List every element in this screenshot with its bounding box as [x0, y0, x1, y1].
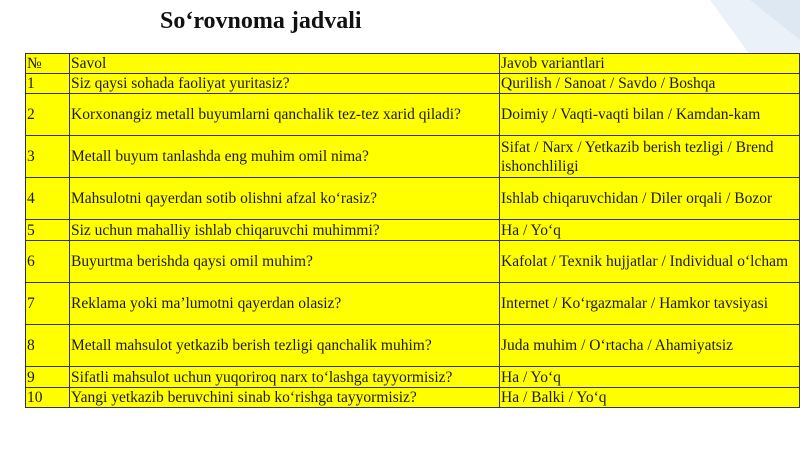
row-question: Yangi yetkazib beruvchini sinab ko‘rishga tayyormisiz? — [70, 388, 500, 408]
row-answers: Ishlab chiqaruvchidan / Diler orqali / Bozor — [500, 178, 800, 220]
survey-table — [25, 53, 800, 408]
table-row — [26, 220, 800, 241]
table-row — [26, 325, 800, 367]
row-question: Buyurtma berishda qaysi omil muhim? — [70, 241, 500, 283]
row-number: 4 — [26, 178, 70, 220]
table-row — [26, 178, 800, 220]
row-question: Metall mahsulot yetkazib berish tezligi qanchalik muhim? — [70, 325, 500, 367]
row-number: 6 — [26, 241, 70, 283]
row-answers: Ha / Balki / Yo‘q — [500, 388, 800, 408]
table-row — [26, 136, 800, 178]
header-answers: Javob variantlari — [500, 54, 800, 74]
row-answers: Doimiy / Vaqti-vaqti bilan / Kamdan-kam — [500, 94, 800, 136]
table-row — [26, 283, 800, 325]
page-title: So‘rovnoma jadvali — [160, 8, 362, 34]
row-number: 5 — [26, 220, 70, 241]
table-row — [26, 367, 800, 388]
row-question: Mahsulotni qayerdan sotib olishni afzal ko‘rasiz? — [70, 178, 500, 220]
row-number: 3 — [26, 136, 70, 178]
corner-decoration — [640, 0, 800, 55]
row-answers: Sifat / Narx / Yetkazib berish tezligi / Brend ishonchliligi — [500, 136, 800, 178]
row-number: 9 — [26, 367, 70, 388]
row-question: Siz qaysi sohada faoliyat yuritasiz? — [70, 74, 500, 94]
row-number: 8 — [26, 325, 70, 367]
table-row — [26, 388, 800, 408]
row-answers: Qurilish / Sanoat / Savdo / Boshqa — [500, 74, 800, 94]
row-number: 7 — [26, 283, 70, 325]
table-row — [26, 241, 800, 283]
row-question: Metall buyum tanlashda eng muhim omil nima? — [70, 136, 500, 178]
row-answers: Ha / Yo‘q — [500, 220, 800, 241]
row-answers: Kafolat / Texnik hujjatlar / Individual o‘lcham — [500, 241, 800, 283]
table-header-row — [26, 54, 800, 74]
row-answers: Juda muhim / O‘rtacha / Ahamiyatsiz — [500, 325, 800, 367]
row-question: Reklama yoki ma’lumotni qayerdan olasiz? — [70, 283, 500, 325]
row-question: Siz uchun mahalliy ishlab chiqaruvchi muhimmi? — [70, 220, 500, 241]
row-number: 1 — [26, 74, 70, 94]
row-answers: Ha / Yo‘q — [500, 367, 800, 388]
table-row — [26, 94, 800, 136]
header-number: № — [26, 54, 70, 74]
header-question: Savol — [70, 54, 500, 74]
table-row — [26, 74, 800, 94]
row-question: Korxonangiz metall buyumlarni qanchalik tez-tez xarid qiladi? — [70, 94, 500, 136]
row-number: 10 — [26, 388, 70, 408]
row-question: Sifatli mahsulot uchun yuqoriroq narx to‘lashga tayyormisiz? — [70, 367, 500, 388]
row-answers: Internet / Ko‘rgazmalar / Hamkor tavsiyasi — [500, 283, 800, 325]
row-number: 2 — [26, 94, 70, 136]
